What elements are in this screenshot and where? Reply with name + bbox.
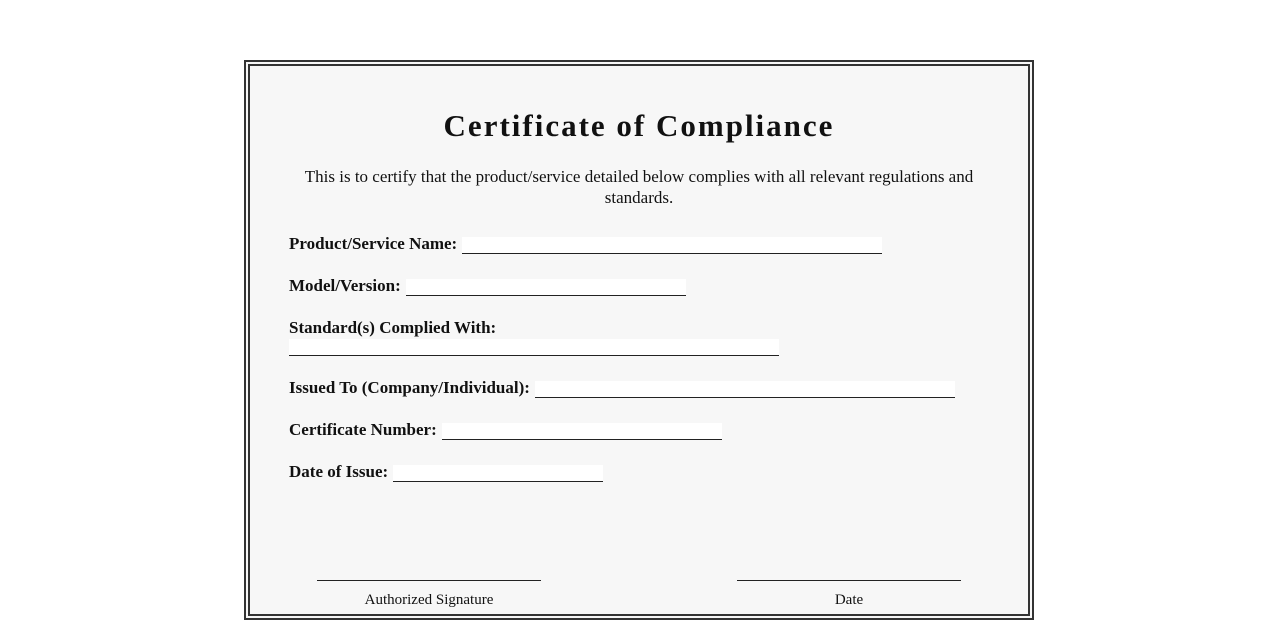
model-version-input[interactable] xyxy=(406,279,686,296)
issued-to-input[interactable] xyxy=(535,381,955,398)
certificate-panel xyxy=(244,60,1034,620)
standards-complied-row xyxy=(289,318,496,338)
product-service-name-label: Product/Service Name: xyxy=(289,234,458,253)
certificate-title: Certificate of Compliance xyxy=(443,108,835,143)
certificate-number-label: Certificate Number: xyxy=(289,420,437,439)
date-of-issue-row xyxy=(289,462,603,482)
authorized-signature-line[interactable] xyxy=(317,570,541,581)
product-service-name-input[interactable] xyxy=(462,237,882,254)
model-version-label: Model/Version: xyxy=(289,276,401,295)
issued-to-label: Issued To (Company/Individual): xyxy=(289,378,530,397)
certificate-intro: This is to certify that the product/service detailed below complies with all relevant regulations and standards. xyxy=(304,167,974,207)
signature-date-line[interactable] xyxy=(737,570,961,581)
standards-complied-label: Standard(s) Complied With: xyxy=(289,318,497,337)
issued-to-row xyxy=(289,378,955,398)
model-version-row xyxy=(289,276,686,296)
signature-date-block xyxy=(737,570,961,609)
authorized-signature-caption: Authorized Signature xyxy=(364,592,494,608)
signature-date-caption: Date xyxy=(834,592,864,608)
authorized-signature-block xyxy=(317,570,541,609)
date-of-issue-input[interactable] xyxy=(393,465,603,482)
certificate-number-row xyxy=(289,420,722,440)
date-of-issue-label: Date of Issue: xyxy=(289,462,389,481)
standards-complied-input[interactable] xyxy=(289,339,779,356)
certificate-number-input[interactable] xyxy=(442,423,722,440)
product-service-name-row xyxy=(289,234,882,254)
